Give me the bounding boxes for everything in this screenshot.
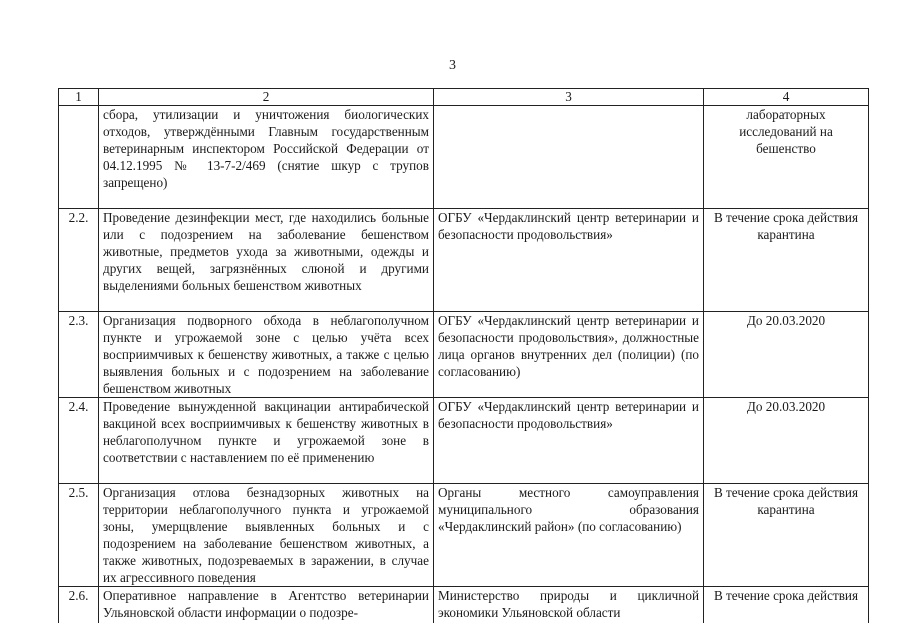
table-row: [59, 398, 869, 484]
row-number: 2.2.: [59, 209, 99, 312]
column-header-1: 1: [59, 89, 99, 106]
row-responsible: Министерство природы и цикличной экономики Ульяновской области: [434, 587, 704, 623]
row-action: Проведение дезинфекции мест, где находились больные или с подозрением на заболевание бешенством животные, предметов ухода за животными, одежды и других вещей, загрязнённых слюной и другими выделениями больных бешенством животных: [99, 209, 434, 312]
table-row: [59, 312, 869, 398]
row-number: 2.5.: [59, 484, 99, 587]
row-responsible: ОГБУ «Чердаклинский центр ветеринарии и безопасности продовольствия»: [434, 209, 704, 312]
row-term: До 20.03.2020: [704, 398, 869, 484]
row-responsible: ОГБУ «Чердаклинский центр ветеринарии и безопасности продовольствия»: [434, 398, 704, 484]
row-responsible: ОГБУ «Чердаклинский центр ветеринарии и безопасности продовольствия», должностные лица органов внутренних дел (полиции) (по согласованию): [434, 312, 704, 398]
row-responsible: Органы местного самоуправления муниципального образования «Чердаклинский район» (по согласованию): [434, 484, 704, 587]
table-row: [59, 484, 869, 587]
row-action: Организация подворного обхода в неблагополучном пункте и угрожаемой зоне с целью учёта всех восприимчивых к бешенству животных, а также с целью выявления больных и с подозрением на заболевание бешенством животных: [99, 312, 434, 398]
table-row: [59, 209, 869, 312]
column-header-3: 3: [434, 89, 704, 106]
table-header-row: [59, 89, 869, 106]
row-number: 2.4.: [59, 398, 99, 484]
row-action: Проведение вынужденной вакцинации антирабической вакциной всех восприимчивых к бешенству животных в неблагополучном пункте и угрожаемой зоне в соответствии с наставлением по её применению: [99, 398, 434, 484]
row-number: 2.3.: [59, 312, 99, 398]
row-action: сбора, утилизации и уничтожения биологических отходов, утверждёнными Главным государственным ветеринарным инспектором Российской Федерации от 04.12.1995 № 13-7-2/469 (снятие шкур с трупов запрещено): [99, 106, 434, 209]
row-term: В течение срока действия карантина: [704, 209, 869, 312]
row-number: [59, 106, 99, 209]
row-responsible: [434, 106, 704, 209]
table-row: [59, 587, 869, 623]
row-term: В течение срока действия: [704, 587, 869, 623]
row-term: До 20.03.2020: [704, 312, 869, 398]
column-header-4: 4: [704, 89, 869, 106]
row-term: В течение срока действия карантина: [704, 484, 869, 587]
row-term: лабораторных исследований на бешенство: [704, 106, 869, 209]
measures-table: [58, 88, 869, 623]
row-action: Оперативное направление в Агентство ветеринарии Ульяновской области информации о подозре-: [99, 587, 434, 623]
table-row: [59, 106, 869, 209]
row-action: Организация отлова безнадзорных животных на территории неблагополучного пункта и угрожаемой зоны, умерщвление выявленных больных и с подозрением на заболевание бешенством животных, а также животных, подозреваемых в заражении, в случае их агрессивного поведения: [99, 484, 434, 587]
row-number: 2.6.: [59, 587, 99, 623]
page-number: 3: [449, 58, 456, 73]
column-header-2: 2: [99, 89, 434, 106]
